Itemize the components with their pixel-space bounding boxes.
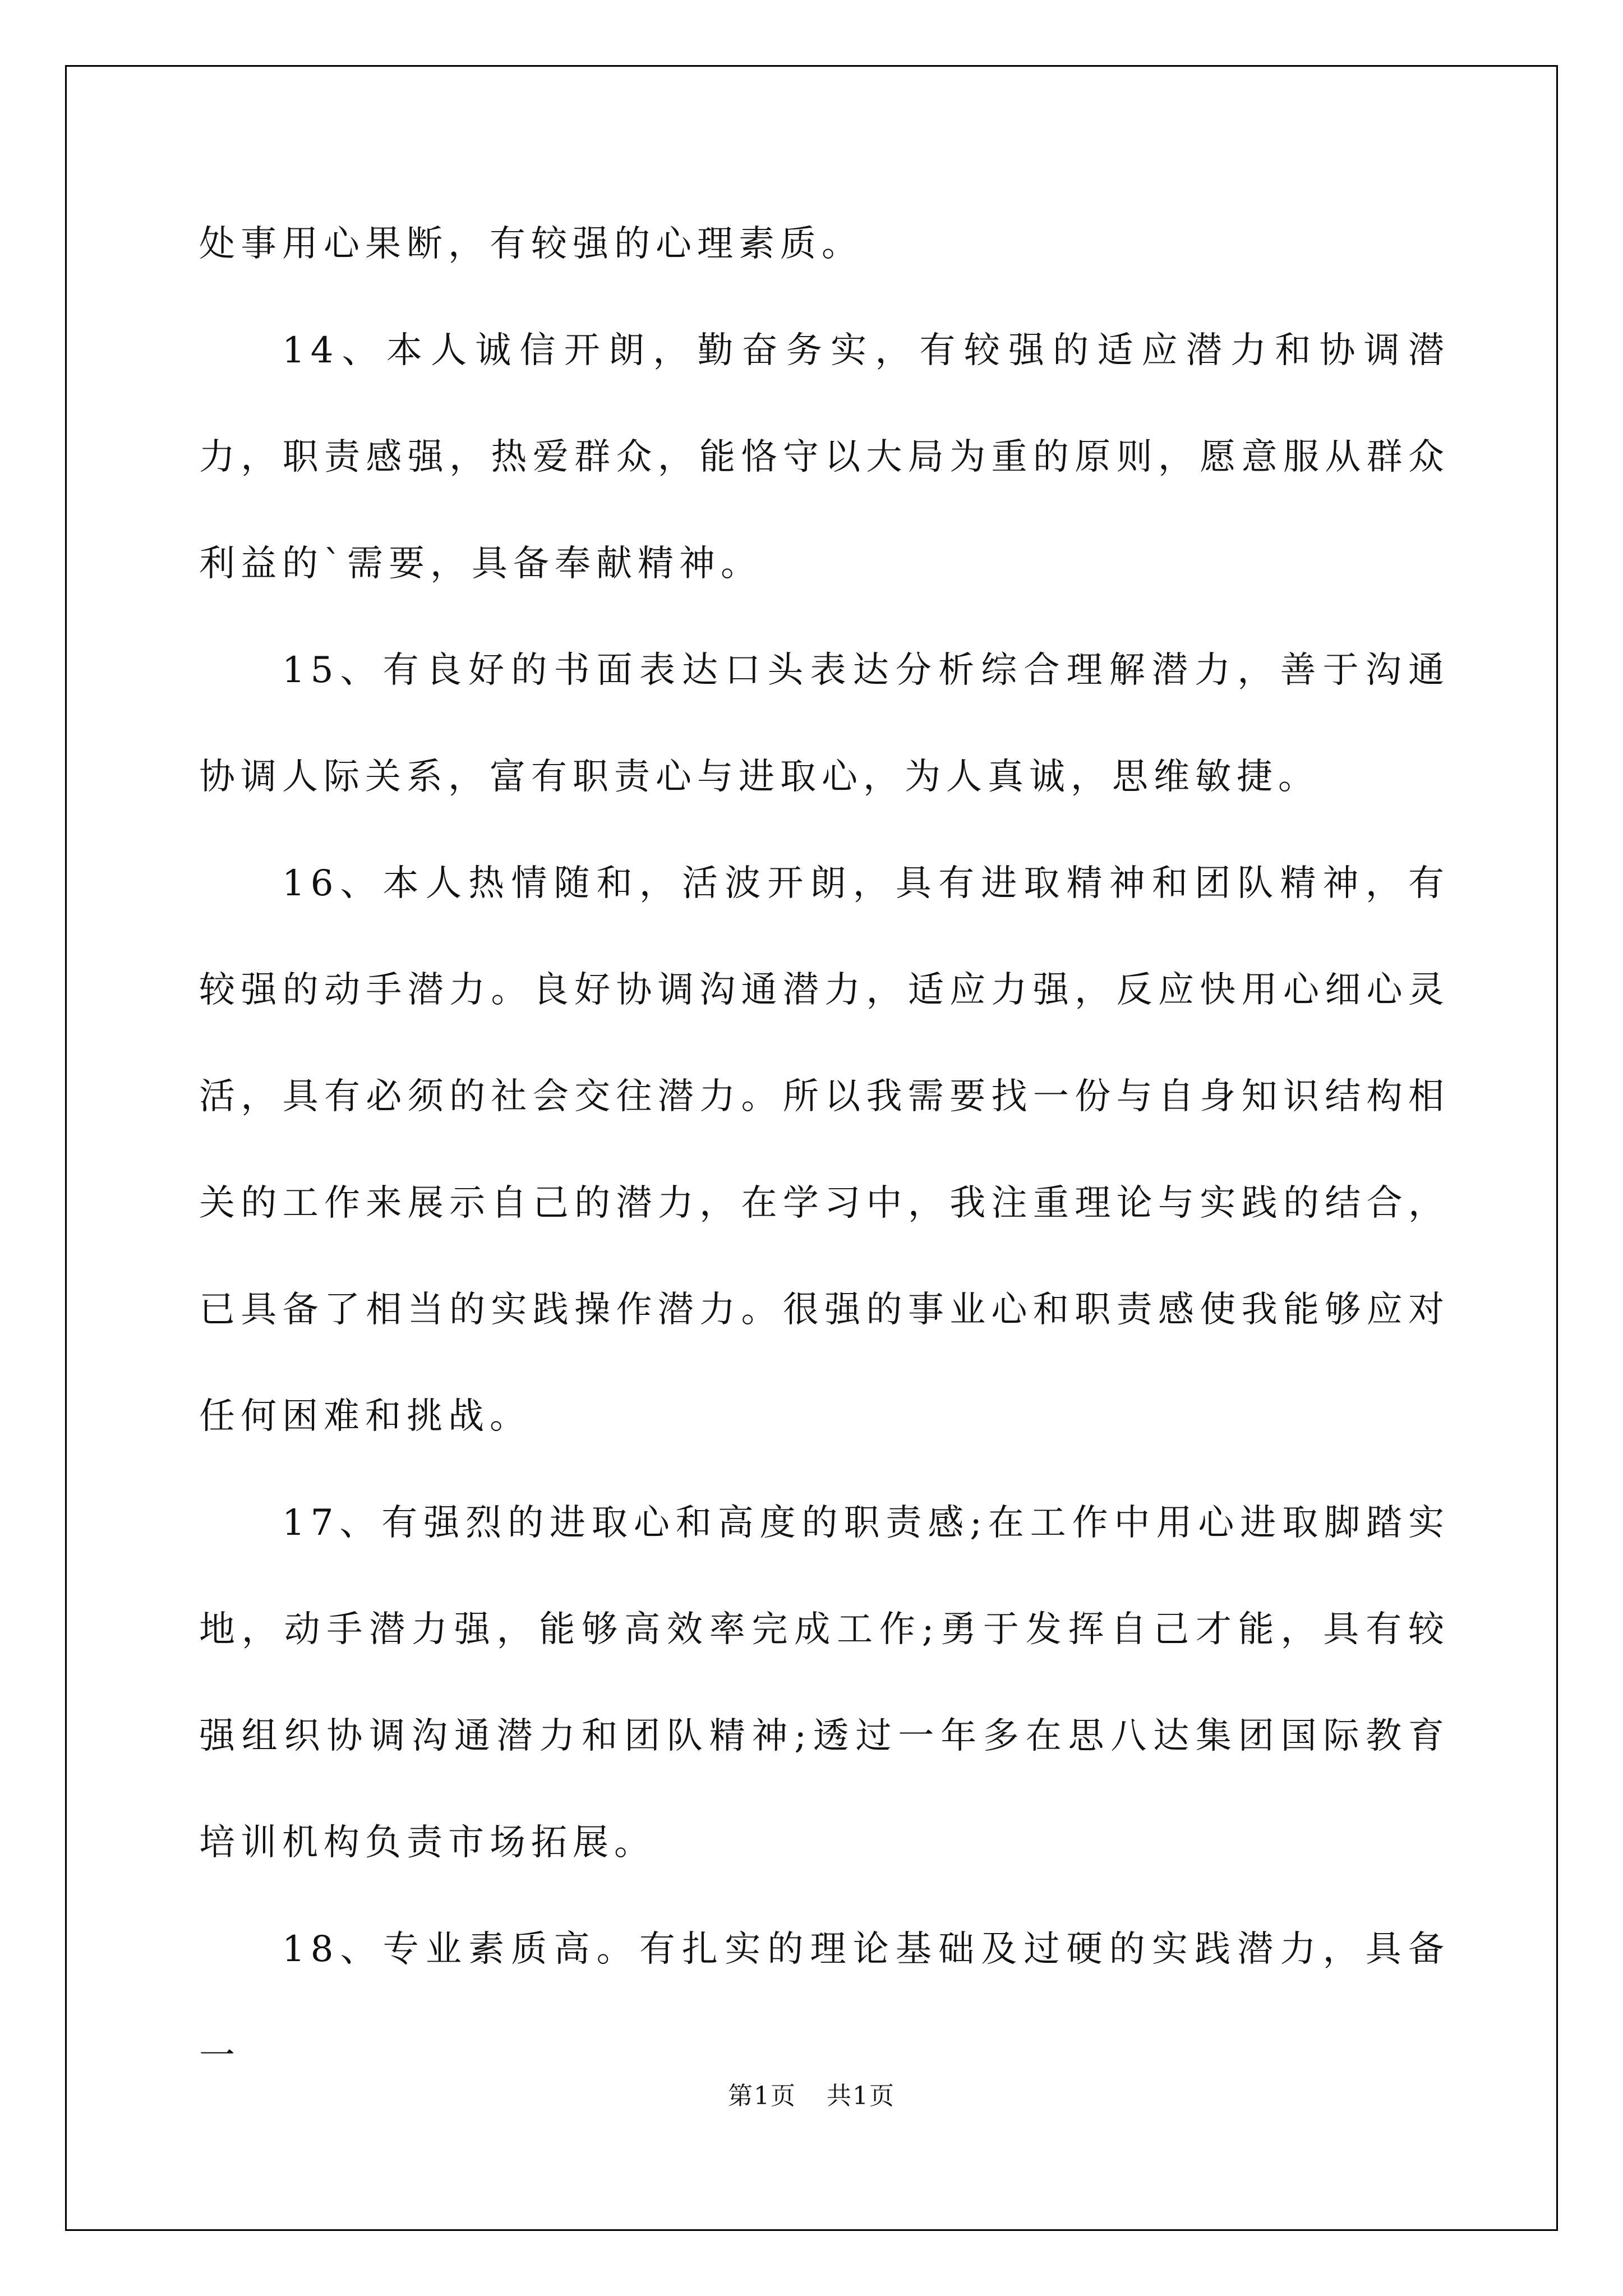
document-body	[199, 191, 1450, 2109]
page-total: 共1页	[827, 2082, 895, 2110]
paragraph-15: 15、有良好的书面表达口头表达分析综合理解潜力，善于沟通协调人际关系，富有职责心与进取心，为人真诚，思维敏捷。	[199, 650, 1450, 798]
page-number: 第1页	[728, 2082, 796, 2110]
paragraph-14: 14、本人诚信开朗，勤奋务实，有较强的适应潜力和协调潜力，职责感强，热爱群众，能恪守以大局为重的原则，愿意服从群众利益的`需要，具备奉献精神。	[199, 330, 1450, 585]
page-footer	[0, 2076, 1623, 2111]
paragraph-continuation: 处事用心果断，有较强的心理素质。	[199, 223, 863, 265]
paragraph-17: 17、有强烈的进取心和高度的职责感;在工作中用心进取脚踏实地，动手潜力强，能够高效率完成工作;勇于发挥自己才能，具有较强组织协调沟通潜力和团队精神;透过一年多在思八达集团国际教育培训机构负责市场拓展。	[199, 1502, 1450, 1864]
paragraph-18: 18、专业素质高。有扎实的理论基础及过硬的实践潜力，具备一	[199, 1929, 1450, 2077]
paragraph-16: 16、本人热情随和，活波开朗，具有进取精神和团队精神，有较强的动手潜力。良好协调沟通潜力，适应力强，反应快用心细心灵活，具有必须的社会交往潜力。所以我需要找一份与自身知识结构相关的工作来展示自己的潜力，在学习中，我注重理论与实践的结合，已具备了相当的实践操作潜力。很强的事业心和职责感使我能够应对任何困难和挑战。	[199, 863, 1450, 1437]
